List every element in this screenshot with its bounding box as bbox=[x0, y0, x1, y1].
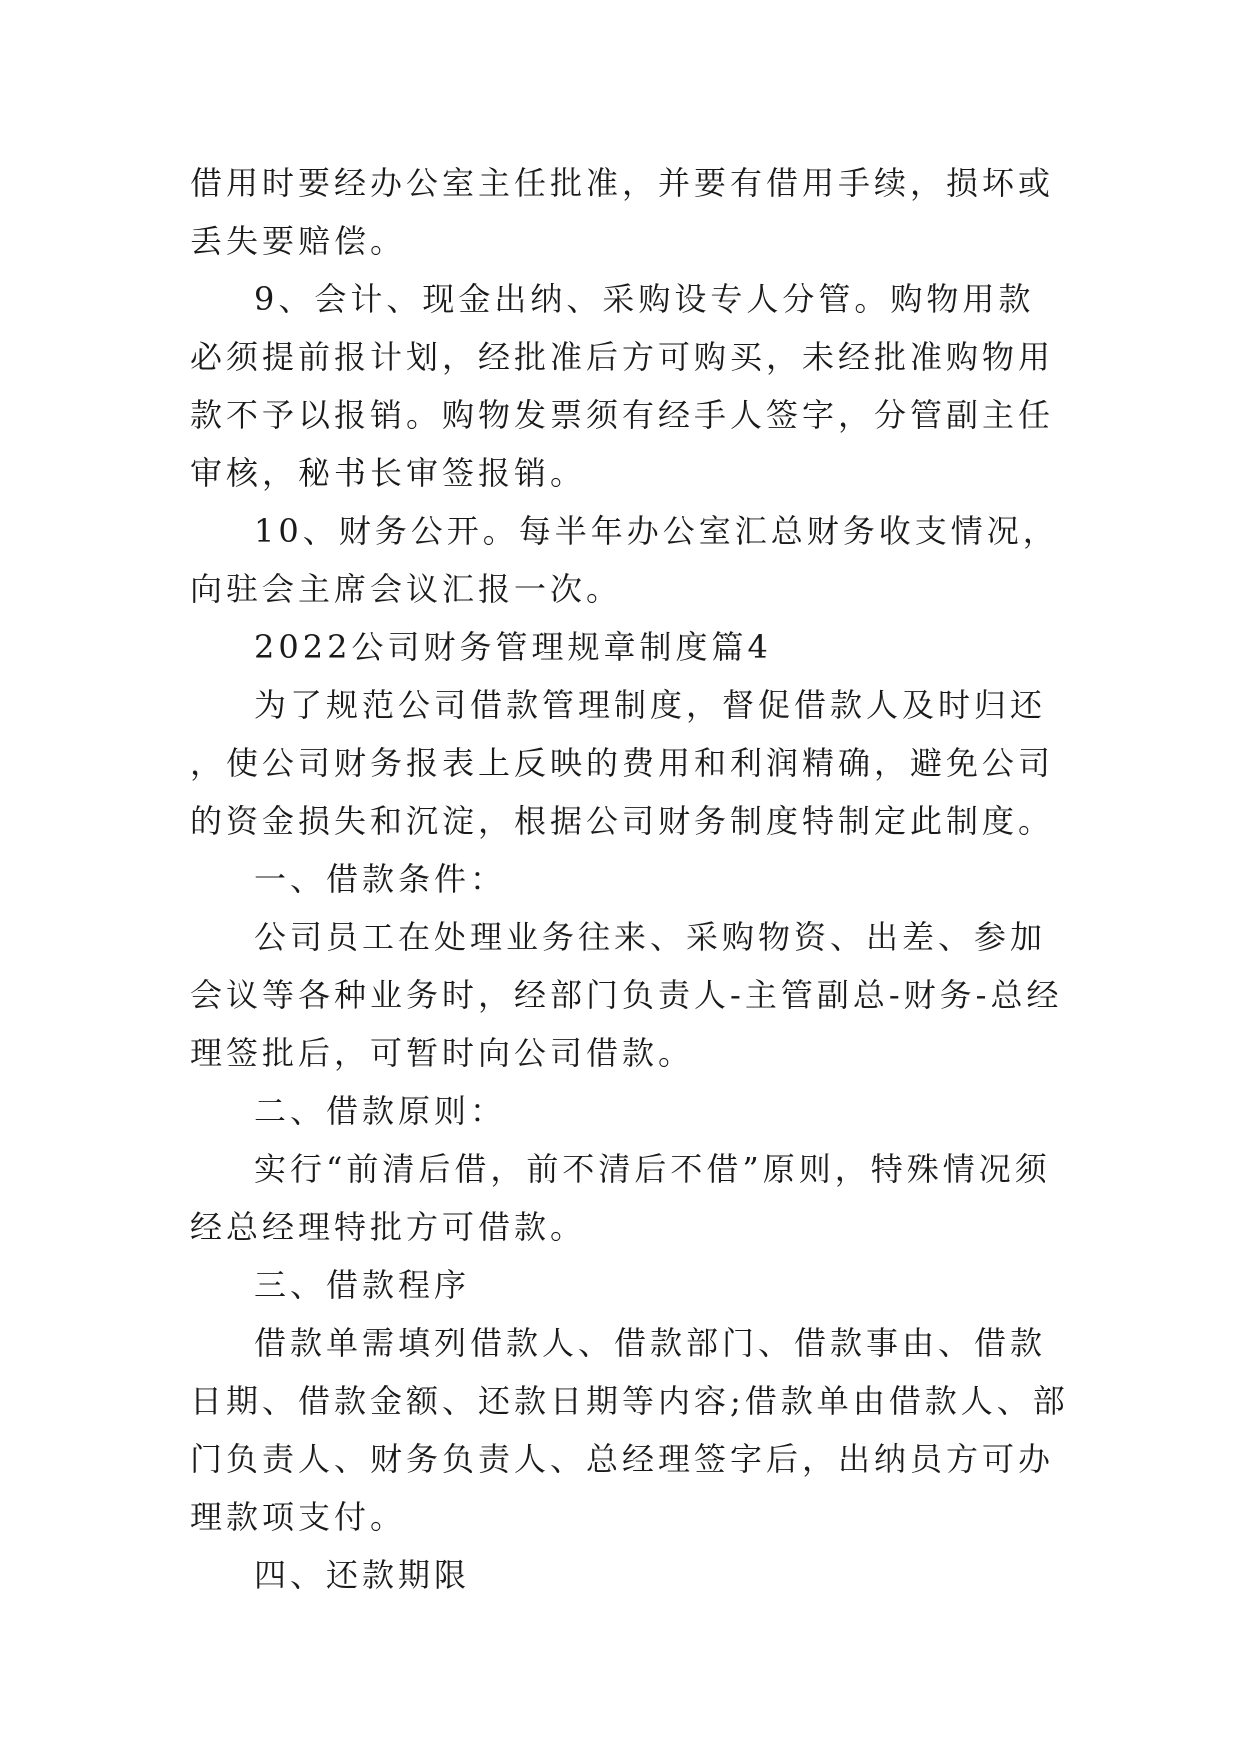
paragraph-loan-conditions: 公司员工在处理业务往来、采购物资、出差、参加会议等各种业务时，经部门负责人-主管副总-财务-总经理签批后，可暂时向公司借款。 bbox=[190, 918, 1063, 1072]
paragraph-item-9: 9、会计、现金出纳、采购设专人分管。购物用款必须提前报计划，经批准后方可购买，未经批准购物用款不予以报销。购物发票须有经手人签字，分管副主任审核，秘书长审签报销。 bbox=[190, 280, 1055, 492]
section-heading: 2022公司财务管理规章制度篇4 bbox=[254, 628, 772, 666]
paragraph-intro: 为了规范公司借款管理制度，督促借款人及时归还，使公司财务报表上反映的费用和利润精确，避免公司的资金损失和沉淀，根据公司财务制度特制定此制度。 bbox=[190, 686, 1055, 840]
heading-loan-conditions: 一、借款条件： bbox=[254, 860, 507, 898]
paragraph-continued: 借用时要经办公室主任批准，并要有借用手续，损坏或丢失要赔偿。 bbox=[190, 164, 1055, 260]
heading-repayment-period: 四、还款期限 bbox=[254, 1556, 471, 1594]
paragraph-item-10: 10、财务公开。每半年办公室汇总财务收支情况，向驻会主席会议汇报一次。 bbox=[190, 512, 1059, 608]
paragraph-loan-principles: 实行“前清后借，前不清后不借”原则，特殊情况须经总经理特批方可借款。 bbox=[190, 1150, 1051, 1246]
paragraph-loan-procedure: 借款单需填列借款人、借款部门、借款事由、借款日期、借款金额、还款日期等内容;借款单由借款人、部门负责人、财务负责人、总经理签字后，出纳员方可办理款项支付。 bbox=[190, 1324, 1069, 1536]
heading-loan-procedure: 三、借款程序 bbox=[254, 1266, 471, 1304]
document-body bbox=[190, 154, 1070, 1604]
heading-loan-principles: 二、借款原则： bbox=[254, 1092, 507, 1130]
